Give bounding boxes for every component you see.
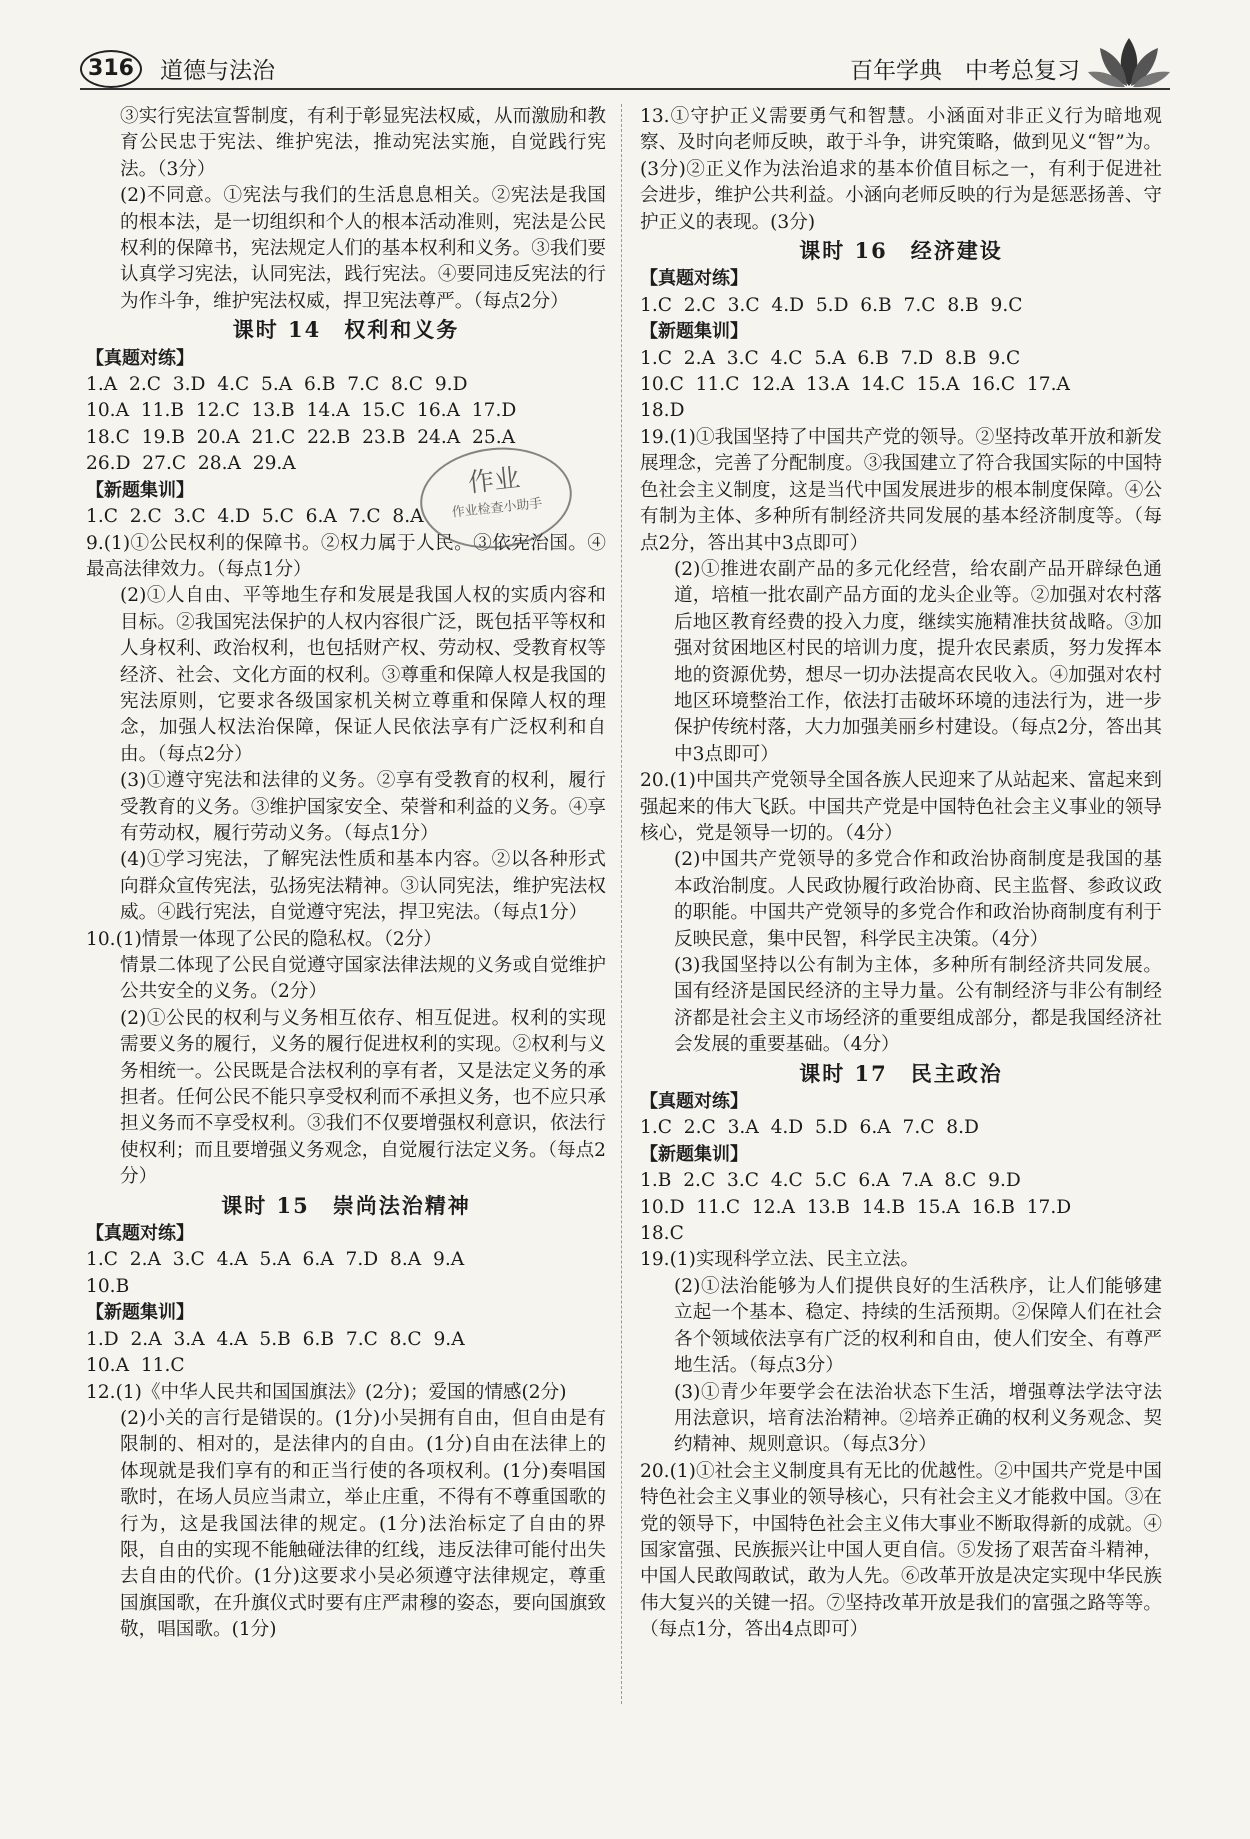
page-header xyxy=(80,48,1170,90)
answer-paragraph: 20.(1)中国共产党领导全国各族人民迎来了从站起来、富起来到强起来的伟大飞跃。中国共产党是中国特色社会主义事业的领导核心，党是领导一切的。（4分） xyxy=(640,770,1162,844)
answer-row: 1.C 2.A 3.C 4.C 5.A 6.B 7.D 8.B 9.C xyxy=(640,347,1021,369)
answer-paragraph: 19.(1)实现科学立法、民主立法。 xyxy=(640,1249,920,1271)
section-tag: 【真题对练】 xyxy=(86,1223,194,1245)
answer-paragraph: 19.(1)①我国坚持了中国共产党的领导。②坚持改革开放和新发展理念，完善了分配制度。③我国建立了符合我国实际的中国特色社会主义制度，这是当代中国发展进步的根本制度保障。④公有制为主体、多种所有制经济共同发展的基本经济制度等。（每点2分，答出其中3点即可） xyxy=(640,426,1162,554)
section-tag: 【新题集训】 xyxy=(86,1302,194,1324)
lotus-logo-icon xyxy=(1088,34,1170,90)
stamp-text-main: 作业 xyxy=(466,463,522,499)
answer-row: 1.C 2.C 3.C 4.D 5.C 6.A 7.C 8.A xyxy=(86,506,424,528)
answer-paragraph: (3)①青少年要学会在法治状态下生活，增强尊法学法守法用法意识，培育法治精神。②培养正确的权利义务观念、契约精神、规则意识。（每点3分） xyxy=(674,1381,1162,1456)
answer-paragraph: (2)①推进农副产品的多元化经营，给农副产品开辟绿色通道，培植一批农副产品方面的龙头企业等。②加强对农村落后地区教育经费的投入力度，继续实施精准扶贫战略。③加强对贫困地区村民的培训力度，提升农民素质，努力发挥本地的资源优势，想尽一切办法提高农民收入。④加强对农村地区环境整治工作，依法打击破坏环境的违法行为，进一步保护传统村落，大力加强美丽乡村建设。（每点2分，答出其中3点即可） xyxy=(674,558,1162,765)
answer-row: 18.C 19.B 20.A 21.C 22.B 23.B 24.A 25.A xyxy=(86,426,516,448)
section-tag: 【新题集训】 xyxy=(640,321,748,343)
answer-row: 1.A 2.C 3.D 4.C 5.A 6.B 7.C 8.C 9.D xyxy=(86,374,468,396)
section-tag: 【真题对练】 xyxy=(86,347,194,369)
lesson-heading: 课时 17 民主政治 xyxy=(799,1060,1003,1086)
column-divider xyxy=(621,104,622,1704)
section-tag: 【真题对练】 xyxy=(640,268,748,290)
right-column xyxy=(640,104,1162,1644)
lesson-heading: 课时 15 崇尚法治精神 xyxy=(221,1192,471,1218)
answer-paragraph: 13.①守护正义需要勇气和智慧。小涵面对非正义行为暗地观察、及时向老师反映，敢于斗争，讲究策略，做到见义“智”为。(3分)②正义作为法治追求的基本价值目标之一，有利于促进社会进步，维护公共利益。小涵向老师反映的行为是惩恶扬善、守护正义的表现。(3分) xyxy=(640,106,1162,233)
answer-row: 10.A 11.B 12.C 13.B 14.A 15.C 16.A 17.D xyxy=(86,400,517,422)
answer-paragraph: 20.(1)①社会主义制度具有无比的优越性。②中国共产党是中国特色社会主义事业的领导核心，只有社会主义才能救中国。③在党的领导下，中国特色社会主义伟大事业不断取得新的成就。④国家富强、民族振兴让中国人更自信。⑤发扬了艰苦奋斗精神，中国人民敢闯敢试，敢为人先。⑥改革开放是决定实现中华民族伟大复兴的关键一招。⑦坚持改革开放是我们的富强之路等等。（每点1分，答出4点即可） xyxy=(640,1460,1162,1641)
section-tag: 【新题集训】 xyxy=(640,1143,748,1165)
section-tag: 【新题集训】 xyxy=(86,479,194,501)
lesson-heading: 课时 16 经济建设 xyxy=(799,238,1003,264)
answer-paragraph: 情景二体现了公民自觉遵守国家法律法规的义务或自觉维护公共安全的义务。（2分） xyxy=(120,955,606,1003)
answer-paragraph: (2)小关的言行是错误的。(1分)小吴拥有自由，但自由是有限制的、相对的，是法律内的自由。(1分)自由在法律上的体现就是我们享有的和正当行使的各项权利。(1分)奏唱国歌时，在场人员应当肃立，举止庄重，不得有不尊重国歌的行为，这是我国法律的规定。(1分)法治标定了自由的界限，自由的实现不能触碰法律的红线，违反法律可能付出失去自由的代价。(1分)这要求小吴必须遵守法律规定，尊重国旗国歌，在升旗仪式时要有庄严肃穆的姿态，要向国旗致敬，唱国歌。(1分) xyxy=(120,1407,606,1641)
answer-row: 10.A 11.C xyxy=(86,1355,185,1377)
answer-paragraph: 9.(1)①公民权利的保障书。②权力属于人民。③依宪治国。④最高法律效力。（每点1分） xyxy=(86,532,606,580)
answer-paragraph: (2)①法治能够为人们提供良好的生活秩序，让人们能够建立起一个基本、稳定、持续的生活预期。②保障人们在社会各个领域依法享有广泛的权利和自由，使人们安全、有尊严地生活。（每点3分） xyxy=(674,1275,1162,1377)
answer-row: 1.B 2.C 3.C 4.C 5.C 6.A 7.A 8.C 9.D xyxy=(640,1170,1021,1192)
answer-paragraph: (3)①遵守宪法和法律的义务。②享有受教育的权利，履行受教育的义务。③维护国家安全、荣誉和利益的义务。④享有劳动权，履行劳动义务。（每点1分） xyxy=(120,770,606,844)
page-number: 316 xyxy=(80,50,142,88)
answer-paragraph: (2)不同意。①宪法与我们的生活息息相关。②宪法是我国的根本法，是一切组织和个人的根本活动准则，宪法是公民权利的保障书，宪法规定人们的基本权利和义务。③我们要认真学习宪法，认同宪法，践行宪法。④要同违反宪法的行为作斗争，维护宪法权威，捍卫宪法尊严。（每点2分） xyxy=(120,185,606,312)
answer-paragraph: ③实行宪法宣誓制度，有利于彰显宪法权威，从而激励和教育公民忠于宪法、维护宪法，推动宪法实施，自觉践行宪法。（3分） xyxy=(120,106,606,180)
answer-paragraph: 10.(1)情景一体现了公民的隐私权。（2分） xyxy=(86,928,442,950)
answer-paragraph: (3)我国坚持以公有制为主体，多种所有制经济共同发展。国有经济是国民经济的主导力量。公有制经济与非公有制经济都是社会主义市场经济的重要组成部分，都是我国经济社会发展的重要基础。（4分） xyxy=(674,955,1162,1056)
answer-row: 1.C 2.C 3.A 4.D 5.D 6.A 7.C 8.D xyxy=(640,1117,979,1139)
answer-row: 1.D 2.A 3.A 4.A 5.B 6.B 7.C 8.C 9.A xyxy=(86,1328,465,1350)
answer-row: 18.D xyxy=(640,400,685,422)
answer-paragraph: 12.(1)《中华人民共和国国旗法》(2分)；爱国的情感(2分) xyxy=(86,1381,567,1403)
answer-row: 10.C 11.C 12.A 13.A 14.C 15.A 16.C 17.A xyxy=(640,374,1070,396)
answer-paragraph: (4)①学习宪法，了解宪法性质和基本内容。②以各种形式向群众宣传宪法，弘扬宪法精神。③认同宪法，维护宪法权威。④践行宪法，自觉遵守宪法，捍卫宪法。（每点1分） xyxy=(120,849,606,924)
answer-row: 18.C xyxy=(640,1223,684,1245)
answer-row: 1.C 2.A 3.C 4.A 5.A 6.A 7.D 8.A 9.A xyxy=(86,1249,465,1271)
lesson-heading: 课时 14 权利和义务 xyxy=(232,317,460,343)
answer-paragraph: (2)①公民的权利与义务相互依存、相互促进。权利的实现需要义务的履行，义务的履行促进权利的实现。②权利与义务相统一。公民既是合法权利的享有者，又是法定义务的承担者。任何公民不能只享受权利而不承担义务，也不应只承担义务而不享受权利。③我们不仅要增强权利意识，依法行使权利；而且要增强义务观念，自觉履行法定义务。（每点2分） xyxy=(120,1007,606,1188)
subject-title: 道德与法治 xyxy=(160,58,275,84)
left-column xyxy=(86,104,606,1644)
answer-row: 1.C 2.C 3.C 4.D 5.D 6.B 7.C 8.B 9.C xyxy=(640,294,1023,316)
answer-row: 10.B xyxy=(86,1275,130,1297)
series-title: 百年学典 中考总复习 xyxy=(850,58,1080,84)
answer-row: 26.D 27.C 28.A 29.A xyxy=(86,453,296,475)
answer-row: 10.D 11.C 12.A 13.B 14.B 15.A 16.B 17.D xyxy=(640,1196,1072,1218)
answer-paragraph: (2)①人自由、平等地生存和发展是我国人权的实质内容和目标。②我国宪法保护的人权内容很广泛，既包括平等权和人身权利、政治权利，也包括财产权、劳动权、受教育权等经济、社会、文化方面的权利。③尊重和保障人权是我国的宪法原则，它要求各级国家机关树立尊重和保障人权的理念，加强人权法治保障，保证人民依法享有广泛权利和自由。（每点2分） xyxy=(120,585,606,765)
stamp-text-sub: 作业检查小助手 xyxy=(451,496,544,521)
section-tag: 【真题对练】 xyxy=(640,1091,748,1113)
answer-paragraph: (2)中国共产党领导的多党合作和政治协商制度是我国的基本政治制度。人民政协履行政治协商、民主监督、参政议政的职能。中国共产党领导的多党合作和政治协商制度有利于反映民意，集中民智，科学民主决策。（4分） xyxy=(674,849,1162,950)
